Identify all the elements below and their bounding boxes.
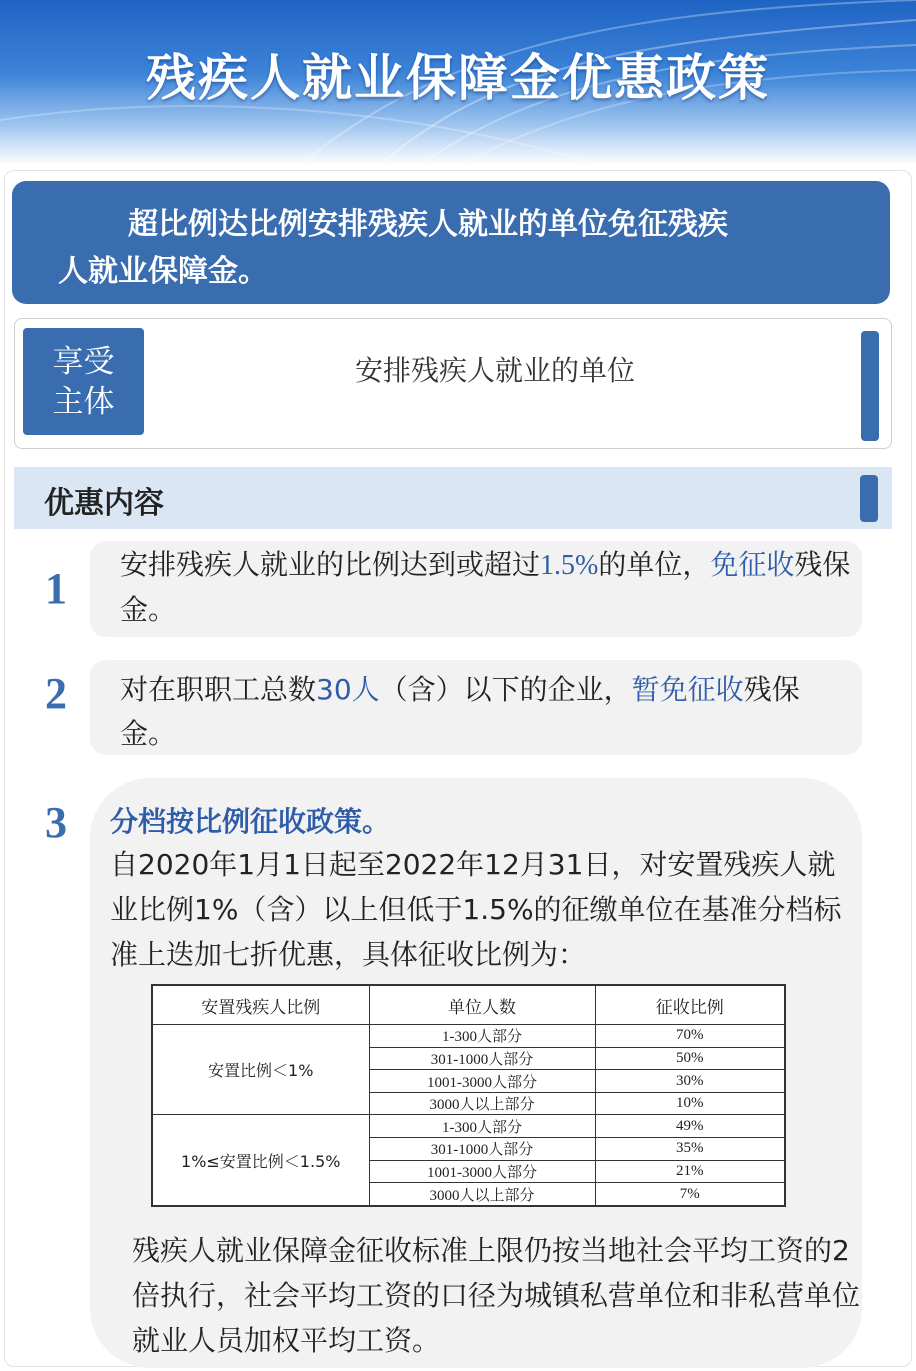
beneficiary-text: 安排残疾人就业的单位: [354, 354, 635, 387]
item-number-3: 3: [45, 798, 67, 847]
item-1: [90, 541, 862, 637]
table-cell: 35%: [595, 1138, 785, 1161]
table-cell: 21%: [595, 1160, 785, 1183]
banner-header: [0, 0, 916, 165]
tag-line-2: 主体: [52, 384, 115, 420]
policy-summary: [12, 181, 890, 304]
table-cell: 301-1000人部分: [369, 1138, 595, 1161]
table-cell: 3000人以上部分: [369, 1092, 595, 1115]
section-scrollbar[interactable]: [860, 475, 878, 522]
table-cell: 3000人以上部分: [369, 1183, 595, 1206]
item-number-1: 1: [45, 564, 67, 613]
item-2-highlight-count: 30人: [316, 673, 380, 706]
item-2-text-c: 残保金。: [120, 673, 800, 750]
table-cell: 70%: [595, 1025, 785, 1048]
table-cell: 50%: [595, 1047, 785, 1070]
table-cell: 301-1000人部分: [369, 1047, 595, 1070]
section-title: 优惠内容: [44, 486, 164, 521]
table-cell: 1001-3000人部分: [369, 1070, 595, 1093]
page-title: 残疾人就业保障金优惠政策: [146, 49, 770, 107]
table-cell: 1001-3000人部分: [369, 1160, 595, 1183]
tag-line-1: 享受: [52, 344, 115, 380]
item-3-body: 自2020年1月1日起至2022年12月31日，对安置残疾人就业比例1%（含）以上但低于1.5%的征缴单位在基准分档标准上迭加七折优惠，具体征收比例为：: [110, 848, 842, 971]
table-cell: 30%: [595, 1070, 785, 1093]
item-1-text-a: 安排残疾人就业的比例达到或超过: [120, 548, 541, 581]
item-2: [90, 660, 862, 755]
item-1-text-c: 残保金。: [120, 548, 851, 626]
table-row: [152, 1115, 785, 1138]
rate-table: [151, 984, 786, 1207]
item-number-2: 2: [45, 669, 67, 718]
item-2-text-b: （含）以下的企业，: [379, 673, 632, 706]
section-header: [14, 467, 892, 529]
table-cell: 10%: [595, 1092, 785, 1115]
header-ratio: 安置残疾人比例: [152, 985, 369, 1025]
item-2-text-a: 对在职职工总数: [120, 673, 317, 706]
table-cell: 49%: [595, 1115, 785, 1138]
beneficiary-box: [14, 318, 892, 449]
group-label: 安置比例＜1%: [152, 1025, 369, 1115]
summary-line-2: 人就业保障金。: [58, 254, 268, 289]
item-1-highlight-exempt: 免征收: [710, 548, 795, 581]
item-3-footnote: 残疾人就业保障金征收标准上限仍按当地社会平均工资的2倍执行，社会平均工资的口径为城镇私营单位和非私营单位就业人员加权平均工资。: [132, 1234, 861, 1357]
table-cell: 1-300人部分: [369, 1115, 595, 1138]
beneficiary-scrollbar[interactable]: [861, 331, 879, 441]
header-headcount: 单位人数: [369, 985, 595, 1025]
item-1-text-b: 的单位，: [598, 548, 711, 581]
item-3-title: 分档按比例征收政策。: [110, 805, 391, 838]
table-header-row: [152, 985, 785, 1025]
table-row: [152, 1025, 785, 1048]
table-cell: 1-300人部分: [369, 1025, 595, 1048]
group-label: 1%≤安置比例＜1.5%: [152, 1115, 369, 1206]
item-1-highlight-ratio: 1.5%: [540, 550, 599, 581]
beneficiary-tag: [23, 328, 144, 435]
table-cell: 7%: [595, 1183, 785, 1206]
item-2-highlight-exempt: 暂免征收: [631, 673, 744, 706]
header-rate: 征收比例: [595, 985, 785, 1025]
summary-line-1: 超比例达比例安排残疾人就业的单位免征残疾: [128, 207, 728, 242]
